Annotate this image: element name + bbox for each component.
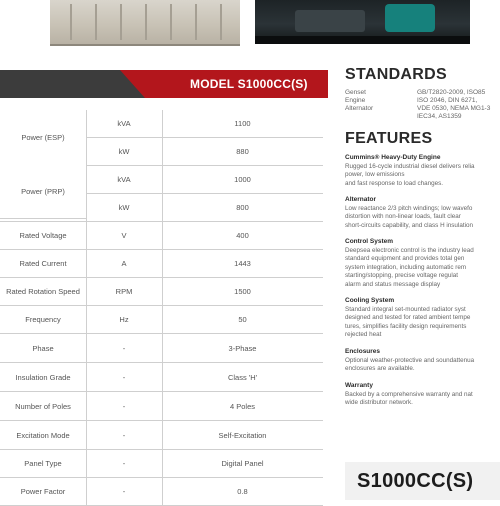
unit-cell: Hz	[86, 306, 163, 333]
merged-param-cell: Power (PRP)	[0, 164, 87, 219]
feature-line: enclosures are available.	[345, 365, 415, 373]
unit-cell: -	[86, 392, 163, 420]
feature-block	[345, 154, 500, 188]
table-row	[0, 363, 323, 392]
container-slat	[145, 4, 147, 40]
feature-line: and fast response to load changes.	[345, 179, 444, 187]
value-cell: 1100	[234, 119, 251, 128]
feature-line: Deepsea electronic control is the industry lead	[345, 246, 474, 254]
value-cell: Self-Excitation	[218, 430, 267, 440]
table-row	[0, 222, 323, 250]
feature-line: wide distributor network.	[345, 399, 413, 407]
standard-label: Engine	[345, 97, 366, 104]
param-cell: Rated Voltage	[0, 222, 87, 249]
container-slat	[195, 4, 197, 40]
feature-line: Backed by a comprehensive warranty and nat	[345, 390, 473, 398]
feature-line: designed and tested for rated ambient tempe	[345, 314, 471, 322]
param-cell: Number of Poles	[0, 392, 87, 420]
container-slat	[70, 4, 72, 40]
value-cell: 800	[236, 203, 249, 212]
value-cell: 0.8	[237, 487, 248, 496]
unit-cell: -	[86, 450, 163, 477]
param-cell: Phase	[0, 334, 87, 362]
feature-line: power, low emissions	[345, 171, 405, 179]
unit-cell: RPM	[86, 278, 163, 305]
spec-table	[0, 110, 323, 506]
unit-cell: V	[86, 222, 163, 249]
alternator-block	[385, 4, 435, 32]
container-slat	[120, 4, 122, 40]
container-slat	[220, 4, 222, 40]
feature-line: Optional weather-protective and soundattenua	[345, 356, 475, 364]
feature-title: Alternator	[345, 196, 377, 203]
feature-title: Warranty	[345, 382, 373, 389]
param-cell: Rated Current	[0, 250, 87, 277]
unit-cell: kVA	[86, 110, 163, 137]
unit-cell: kVA	[86, 166, 163, 193]
feature-line: tures, simplifies facility design requirements	[345, 322, 467, 330]
unit-cell: -	[86, 478, 163, 505]
param-cell: Power Factor	[0, 478, 87, 505]
feature-line: alarm and status message display	[345, 280, 441, 288]
feature-line: Standard integral set-mounted radiator syst	[345, 305, 466, 313]
standards-heading: STANDARDS	[345, 66, 447, 83]
unit-cell: kW	[86, 194, 163, 221]
feature-line: short-circuits capability, and class H insulation	[345, 221, 473, 229]
table-row	[0, 278, 323, 306]
standard-value: ISO 2046, DIN 6271,	[417, 97, 478, 104]
param-cell: Panel Type	[0, 450, 87, 477]
value-cell: 400	[236, 231, 249, 240]
table-row	[0, 334, 323, 363]
value-cell: 3-Phase	[228, 343, 257, 353]
table-row	[0, 450, 323, 478]
param-cell: Excitation Mode	[0, 421, 87, 449]
value-cell: 4 Poles	[229, 401, 256, 411]
skid-base	[255, 36, 470, 44]
model-title: MODEL S1000CC(S)	[190, 77, 308, 91]
value-cell: 1443	[234, 259, 251, 268]
standard-value: GB/T2820-2009, ISO85	[417, 89, 486, 96]
value-cell: Digital Panel	[221, 459, 264, 468]
table-row	[0, 392, 323, 421]
value-cell: 1000	[234, 175, 251, 184]
feature-line: Rugged 16-cycle industrial diesel delivers relia	[345, 162, 475, 170]
standard-label: Alternator	[345, 105, 374, 112]
unit-cell: kW	[86, 138, 163, 165]
standard-value: IEC34, AS1359	[417, 113, 462, 120]
engine-block	[295, 10, 365, 32]
feature-line: distortion with non-linear loads, fault clear	[345, 213, 461, 221]
param-cell: Insulation Grade	[0, 363, 87, 391]
feature-line: system integration, including automatic rem	[345, 263, 467, 271]
merged-param-cell: Power (ESP)	[0, 110, 87, 165]
table-row	[0, 306, 323, 334]
footer-model-label: S1000CC(S)	[345, 462, 500, 500]
value-cell: Class 'H'	[227, 372, 258, 382]
feature-title: Cooling System	[345, 297, 395, 304]
table-row	[0, 421, 323, 450]
feature-title: Enclosures	[345, 348, 381, 355]
param-cell: Rated Rotation Speed	[0, 278, 87, 305]
table-row	[0, 478, 323, 506]
feature-line: starting/stopping, precise voltage regulat	[345, 272, 459, 280]
feature-line: Low reactance 2/3 pitch windings; low wavefo	[345, 204, 473, 212]
feature-title: Cummins® Heavy-Duty Engine	[345, 154, 441, 161]
feature-block	[345, 382, 500, 408]
feature-block	[345, 196, 500, 230]
feature-line: rejected heat	[345, 331, 382, 339]
value-cell: 50	[238, 315, 247, 324]
feature-line: standard equipment and provides total gen	[345, 255, 465, 263]
unit-cell: -	[86, 363, 163, 391]
param-cell: Frequency	[0, 306, 87, 333]
feature-block	[345, 348, 500, 374]
unit-cell: -	[86, 421, 163, 449]
standard-label: Genset	[345, 89, 366, 96]
standard-value: VDE 0530, NEMA MG1-3	[417, 105, 491, 112]
features-heading: FEATURES	[345, 130, 433, 147]
value-cell: 1500	[234, 287, 251, 296]
unit-cell: A	[86, 250, 163, 277]
value-cell: 880	[236, 147, 249, 156]
feature-title: Control System	[345, 238, 394, 245]
unit-cell: -	[86, 334, 163, 362]
feature-block	[345, 297, 500, 340]
generator-container-photo	[50, 0, 240, 46]
generator-engine-photo	[255, 0, 470, 44]
container-slat	[170, 4, 172, 40]
table-row	[0, 250, 323, 278]
container-slat	[95, 4, 97, 40]
feature-block	[345, 238, 500, 290]
